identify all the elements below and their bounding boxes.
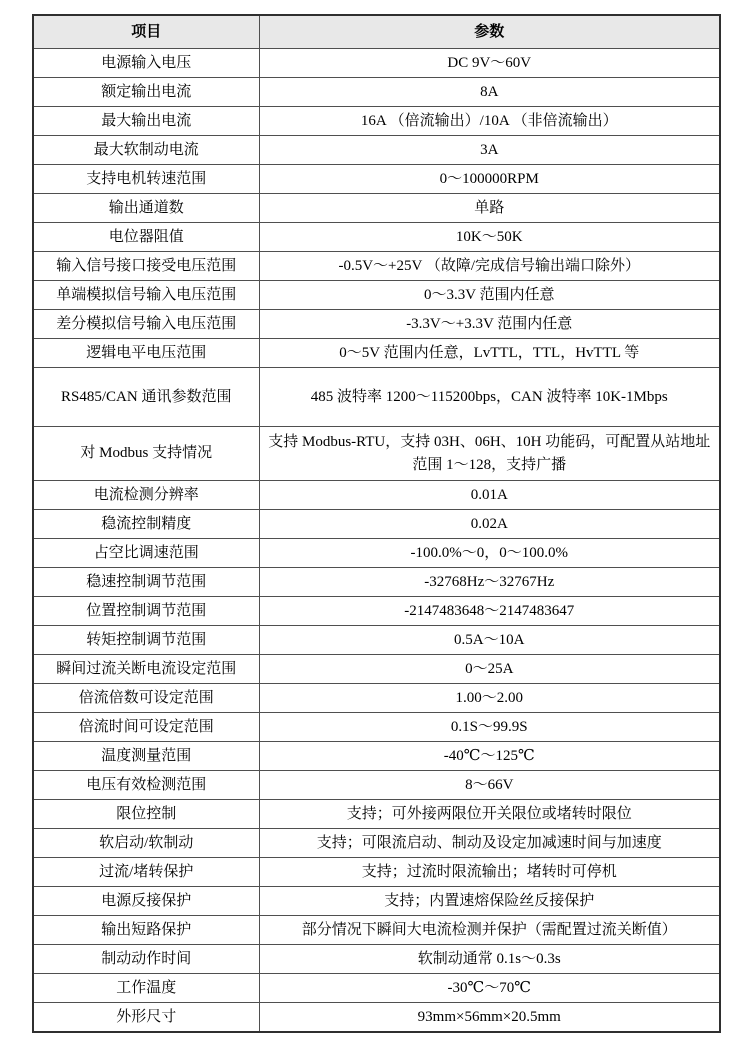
param-cell: -40℃～125℃ [259, 742, 720, 771]
table-row [33, 368, 720, 427]
param-cell: -0.5V～+25V （故障/完成信号输出端口除外） [259, 252, 720, 281]
param-cell: 16A （倍流输出）/10A （非倍流输出） [259, 107, 720, 136]
param-cell: 0.01A [259, 481, 720, 510]
param-cell: DC 9V～60V [259, 49, 720, 78]
item-cell: 过流/堵转保护 [33, 858, 259, 887]
param-cell: 支持；可限流启动、制动及设定加减速时间与加速度 [259, 829, 720, 858]
table-row [33, 858, 720, 887]
param-cell: 0.1S～99.9S [259, 713, 720, 742]
param-cell: 485 波特率 1200～115200bps，CAN 波特率 10K-1Mbps [259, 368, 720, 427]
param-cell: -100.0%～0，0～100.0% [259, 539, 720, 568]
item-cell: 逻辑电平电压范围 [33, 339, 259, 368]
table-row [33, 655, 720, 684]
item-cell: 单端模拟信号输入电压范围 [33, 281, 259, 310]
param-cell: 部分情况下瞬间大电流检测并保护（需配置过流关断值） [259, 916, 720, 945]
item-cell: 额定输出电流 [33, 78, 259, 107]
table-row [33, 310, 720, 339]
item-cell: 占空比调速范围 [33, 539, 259, 568]
table-row [33, 713, 720, 742]
table-row [33, 684, 720, 713]
header-item: 项目 [33, 15, 259, 49]
item-cell: 稳速控制调节范围 [33, 568, 259, 597]
item-cell: 电流检测分辨率 [33, 481, 259, 510]
param-cell: 支持；过流时限流输出；堵转时可停机 [259, 858, 720, 887]
param-cell: 3A [259, 136, 720, 165]
table-row [33, 887, 720, 916]
item-cell: 对 Modbus 支持情况 [33, 427, 259, 481]
item-cell: 位置控制调节范围 [33, 597, 259, 626]
table-row [33, 916, 720, 945]
param-cell: 支持；内置速熔保险丝反接保护 [259, 887, 720, 916]
item-cell: 工作温度 [33, 974, 259, 1003]
table-row [33, 510, 720, 539]
table-row [33, 974, 720, 1003]
table-row [33, 107, 720, 136]
param-cell: -3.3V～+3.3V 范围内任意 [259, 310, 720, 339]
table-row [33, 223, 720, 252]
item-cell: 最大输出电流 [33, 107, 259, 136]
table-body [33, 49, 720, 1033]
table-row [33, 339, 720, 368]
param-cell: 0～5V 范围内任意，LvTTL，TTL，HvTTL 等 [259, 339, 720, 368]
item-cell: RS485/CAN 通讯参数范围 [33, 368, 259, 427]
table-row [33, 252, 720, 281]
item-cell: 转矩控制调节范围 [33, 626, 259, 655]
item-cell: 稳流控制精度 [33, 510, 259, 539]
table-row [33, 742, 720, 771]
param-cell: 0.5A～10A [259, 626, 720, 655]
param-cell: 0～3.3V 范围内任意 [259, 281, 720, 310]
item-cell: 输入信号接口接受电压范围 [33, 252, 259, 281]
param-cell: 软制动通常 0.1s～0.3s [259, 945, 720, 974]
table-row [33, 194, 720, 223]
item-cell: 电源反接保护 [33, 887, 259, 916]
table-row [33, 800, 720, 829]
param-cell: -32768Hz～32767Hz [259, 568, 720, 597]
table-row [33, 49, 720, 78]
param-cell: 93mm×56mm×20.5mm [259, 1003, 720, 1033]
item-cell: 输出通道数 [33, 194, 259, 223]
item-cell: 倍流时间可设定范围 [33, 713, 259, 742]
item-cell: 软启动/软制动 [33, 829, 259, 858]
param-cell: 单路 [259, 194, 720, 223]
item-cell: 电位器阻值 [33, 223, 259, 252]
item-cell: 电源输入电压 [33, 49, 259, 78]
item-cell: 差分模拟信号输入电压范围 [33, 310, 259, 339]
param-cell: 0～100000RPM [259, 165, 720, 194]
item-cell: 制动动作时间 [33, 945, 259, 974]
param-cell: 1.00～2.00 [259, 684, 720, 713]
item-cell: 最大软制动电流 [33, 136, 259, 165]
spec-table [32, 14, 721, 1033]
item-cell: 温度测量范围 [33, 742, 259, 771]
item-cell: 倍流倍数可设定范围 [33, 684, 259, 713]
table-row [33, 945, 720, 974]
param-cell: -2147483648～2147483647 [259, 597, 720, 626]
param-cell: 10K～50K [259, 223, 720, 252]
table-row [33, 481, 720, 510]
table-row [33, 597, 720, 626]
item-cell: 支持电机转速范围 [33, 165, 259, 194]
item-cell: 电压有效检测范围 [33, 771, 259, 800]
item-cell: 外形尺寸 [33, 1003, 259, 1033]
header-param: 参数 [259, 15, 720, 49]
param-cell: 8A [259, 78, 720, 107]
table-row [33, 165, 720, 194]
table-row [33, 829, 720, 858]
table-row [33, 281, 720, 310]
param-cell: 8～66V [259, 771, 720, 800]
param-cell: 支持 Modbus-RTU，支持 03H、06H、10H 功能码，可配置从站地址范围 1～128，支持广播 [259, 427, 720, 481]
param-cell: -30℃～70℃ [259, 974, 720, 1003]
table-row [33, 771, 720, 800]
param-cell: 支持；可外接两限位开关限位或堵转时限位 [259, 800, 720, 829]
table-header-row [33, 15, 720, 49]
item-cell: 限位控制 [33, 800, 259, 829]
table-row [33, 136, 720, 165]
table-row [33, 539, 720, 568]
table-row [33, 626, 720, 655]
table-row [33, 568, 720, 597]
table-row [33, 78, 720, 107]
param-cell: 0.02A [259, 510, 720, 539]
table-row [33, 427, 720, 481]
item-cell: 瞬间过流关断电流设定范围 [33, 655, 259, 684]
table-row [33, 1003, 720, 1033]
param-cell: 0～25A [259, 655, 720, 684]
item-cell: 输出短路保护 [33, 916, 259, 945]
